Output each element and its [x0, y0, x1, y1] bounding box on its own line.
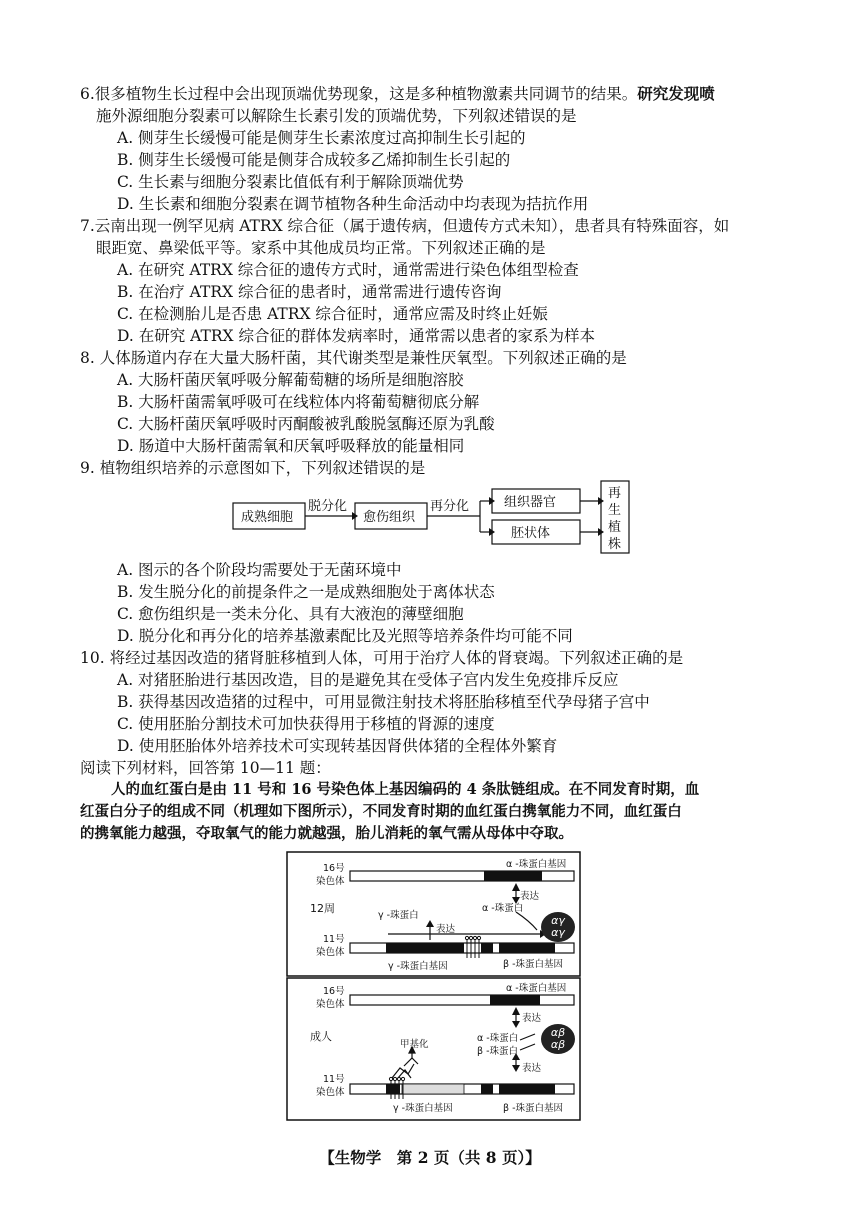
q6-stem-text: 6.很多植物生长过程中会出现顶端优势现象，这是多种植物激素共同调节的结果。	[80, 85, 638, 103]
bottom-beta-gene-label: β -珠蛋白基因	[503, 1103, 564, 1114]
q8-option-a: A. 大肠杆菌厌氧呼吸分解葡萄糖的场所是细胞溶胶	[117, 371, 464, 389]
label-rediff: 再分化	[430, 499, 470, 514]
q7-stem-line2: 眼距宽、鼻梁低平等。家系中其他成员均正常。下列叙述正确的是	[96, 239, 546, 257]
bottom-beta-protein-label: β -珠蛋白	[477, 1046, 519, 1057]
page-footer: 【生物学 第 2 页（共 8 页）】	[319, 1148, 541, 1167]
top-gamma-gene-label: γ -珠蛋白基因	[388, 961, 448, 972]
material-para-line2: 红蛋白分子的组成不同（机理如下图所示），不同发育时期的血红蛋白携氧能力不同，血红蛋白	[80, 803, 682, 820]
q9-option-b: B. 发生脱分化的前提条件之一是成熟细胞处于离体状态	[117, 583, 495, 601]
q10-option-d: D. 使用胚胎体外培养技术可实现转基因肾供体猪的全程体外繁育	[117, 737, 558, 755]
bottom-chr16-label-1: 16号	[323, 986, 345, 997]
bottom-chr11-label-1: 11号	[323, 1074, 345, 1085]
bottom-chr16	[350, 995, 574, 1005]
label-plant-4: 株	[608, 537, 622, 552]
bottom-hb-molecule	[541, 1024, 575, 1054]
molecule-bottom-2: αβ	[550, 1038, 566, 1051]
label-mature-cell: 成熟细胞	[241, 510, 294, 525]
material-intro: 阅读下列材料，回答第 10—11 题：	[80, 759, 331, 777]
q6-option-b: B. 侧芽生长缓慢可能是侧芽合成较多乙烯抑制生长引起的	[117, 151, 511, 169]
q6-stem-bold: 研究发现喷	[637, 84, 715, 103]
molecule-top-1: αγ	[551, 914, 565, 927]
bottom-period-label: 成人	[310, 1030, 332, 1043]
label-plant-3: 植	[608, 520, 622, 535]
q6-stem-line2: 施外源细胞分裂素可以解除生长素引发的顶端优势，下列叙述错误的是	[96, 107, 577, 125]
top-chr11-label-2: 染色体	[316, 947, 345, 958]
q7-option-a: A. 在研究 ATRX 综合征的遗传方式时，通常需进行染色体组型检查	[117, 261, 579, 279]
top-chr16	[350, 871, 574, 881]
bottom-express2-label: 表达	[522, 1063, 542, 1074]
top-chr16-label-2: 染色体	[316, 876, 345, 887]
q7-option-b: B. 在治疗 ATRX 综合征的患者时，通常需进行遗传咨询	[117, 283, 502, 301]
label-embryoid: 胚状体	[511, 526, 551, 541]
bottom-chr16-label-2: 染色体	[316, 999, 345, 1010]
top-chr11-label-1: 11号	[323, 934, 345, 945]
bottom-chr11	[350, 1077, 574, 1099]
top-express2-label: 表达	[436, 924, 456, 935]
q10-option-a: A. 对猪胚胎进行基因改造，目的是避免其在受体子宫内发生免疫排斥反应	[117, 671, 619, 689]
label-dediff: 脱分化	[308, 499, 348, 514]
bottom-alpha-gene-label: α -珠蛋白基因	[506, 983, 567, 994]
q6-option-c: C. 生长素与细胞分裂素比值低有利于解除顶端优势	[117, 173, 464, 191]
bottom-alpha-protein-label: α -珠蛋白	[477, 1033, 519, 1044]
molecule-top-2: αγ	[551, 926, 565, 939]
label-plant-2: 生	[608, 503, 622, 518]
q10-stem: 10. 将经过基因改造的猪肾脏移植到人体，可用于治疗人体的肾衰竭。下列叙述正确的是	[80, 649, 684, 667]
top-alpha-gene-label: α -珠蛋白基因	[506, 859, 567, 870]
top-beta-gene-label: β -珠蛋白基因	[503, 959, 564, 970]
q7-option-c: C. 在检测胎儿是否患 ATRX 综合征时，通常应需及时终止妊娠	[117, 305, 548, 323]
material-para-line1: 人的血红蛋白是由 11 号和 16 号染色体上基因编码的 4 条肽链组成。在不同发育时期，血	[111, 781, 700, 798]
label-callus: 愈伤组织	[363, 510, 416, 525]
material-para-line3: 的携氧能力越强，夺取氧气的能力就越强，胎儿消耗的氧气需从母体中夺取。	[80, 825, 573, 842]
q9-stem: 9. 植物组织培养的示意图如下，下列叙述错误的是	[80, 459, 426, 477]
top-express1-label: 表达	[520, 891, 540, 902]
molecule-bottom-1: αβ	[550, 1026, 566, 1039]
methyl-groups-icon	[392, 1047, 418, 1078]
top-hb-molecule	[541, 912, 575, 942]
label-plant-1: 再	[608, 486, 622, 501]
bottom-express1-label: 表达	[522, 1013, 542, 1024]
top-chr11	[350, 936, 574, 958]
q7-option-d: D. 在研究 ATRX 综合征的群体发病率时，通常需以患者的家系为样本	[117, 327, 595, 345]
q8-option-c: C. 大肠杆菌厌氧呼吸时丙酮酸被乳酸脱氢酶还原为乳酸	[117, 415, 495, 433]
q8-option-d: D. 肠道中大肠杆菌需氧和厌氧呼吸释放的能量相同	[117, 437, 465, 455]
q8-option-b: B. 大肠杆菌需氧呼吸可在线粒体内将葡萄糖彻底分解	[117, 393, 480, 411]
q9-option-a: A. 图示的各个阶段均需要处于无菌环境中	[117, 561, 402, 579]
q6-option-a: A. 侧芽生长缓慢可能是侧芽生长素浓度过高抑制生长引起的	[117, 129, 526, 147]
q7-stem-line1: 7.云南出现一例罕见病 ATRX 综合征（属于遗传病，但遗传方式未知），患者具有特殊面容，如	[80, 217, 730, 235]
label-organ: 组织器官	[504, 495, 557, 510]
q10-option-b: B. 获得基因改造猪的过程中，可用显微注射技术将胚胎移植至代孕母猪子宫中	[117, 693, 650, 711]
bottom-gamma-gene-label: γ -珠蛋白基因	[393, 1103, 453, 1114]
q10-option-c: C. 使用胚胎分割技术可加快获得用于移植的肾源的速度	[117, 715, 495, 733]
bottom-chr11-label-2: 染色体	[316, 1087, 345, 1098]
q9-option-c: C. 愈伤组织是一类未分化、具有大液泡的薄壁细胞	[117, 605, 464, 623]
top-alpha-protein-label: α -珠蛋白	[482, 903, 524, 914]
top-period-label: 12周	[310, 902, 335, 915]
q6-option-d: D. 生长素和细胞分裂素在调节植物各种生命活动中均表现为拮抗作用	[117, 195, 589, 213]
top-chr16-label-1: 16号	[323, 863, 345, 874]
top-gamma-protein-label: γ -珠蛋白	[378, 910, 419, 921]
q8-stem: 8. 人体肠道内存在大量大肠杆菌，其代谢类型是兼性厌氧型。下列叙述正确的是	[80, 349, 627, 367]
arrow-to-molecule-top	[516, 912, 537, 930]
bottom-methyl-label: 甲基化	[400, 1039, 429, 1050]
q9-option-d: D. 脱分化和再分化的培养基激素配比及光照等培养条件均可能不同	[117, 627, 573, 645]
